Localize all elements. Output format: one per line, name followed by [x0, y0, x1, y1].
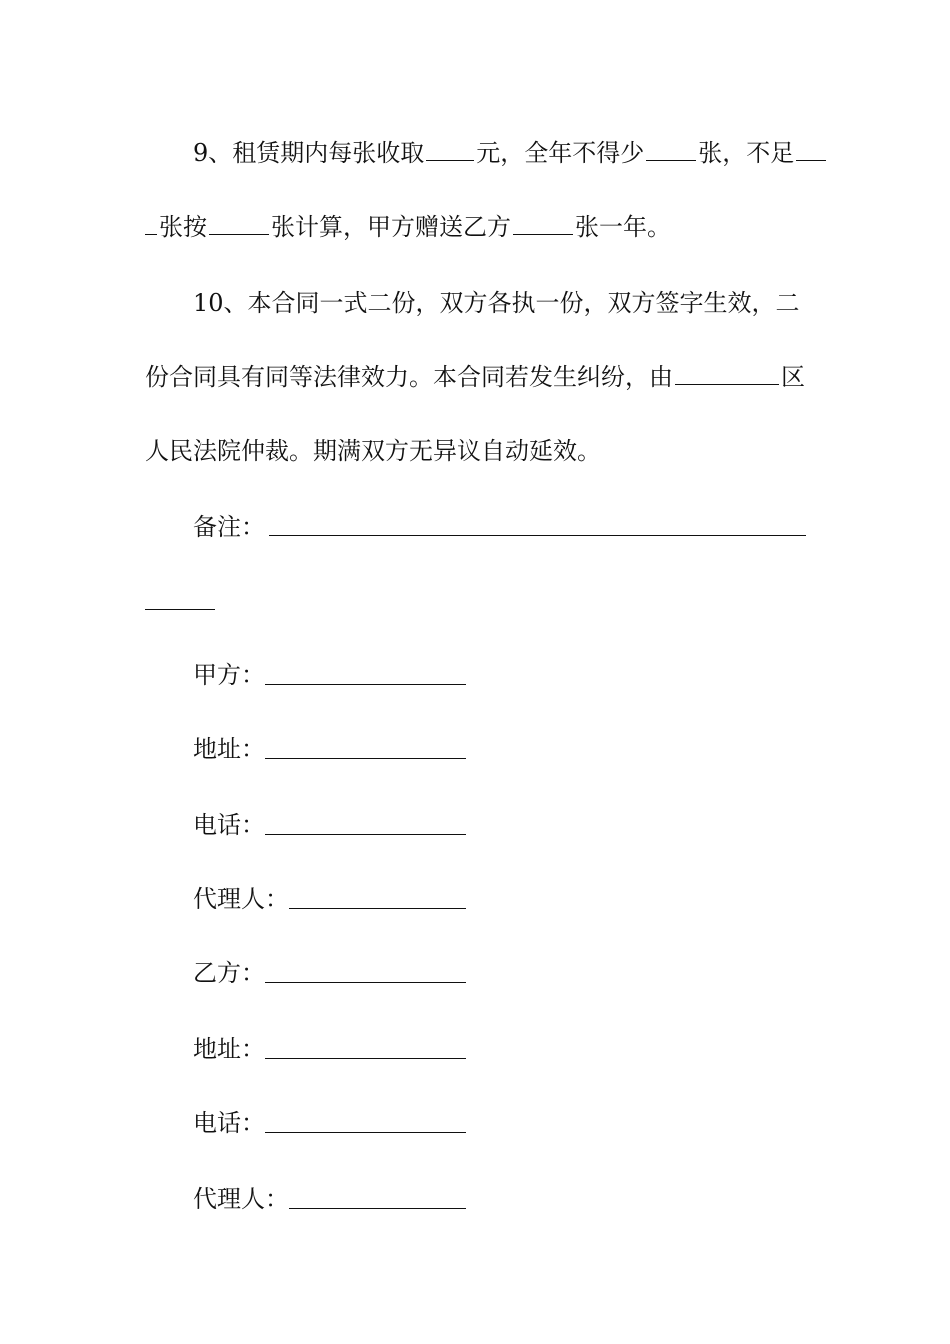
gift-count-blank[interactable] [513, 214, 573, 235]
party-b-agent-blank[interactable] [289, 1208, 466, 1209]
clause9-line2 [145, 212, 671, 242]
remark-blank-line2[interactable] [145, 609, 215, 610]
clause9-part4: 张按 [159, 213, 207, 241]
shortfall-blank[interactable] [796, 140, 826, 161]
party-a-name-blank[interactable] [265, 684, 466, 685]
party-a-phone-blank[interactable] [265, 834, 466, 835]
clause9-line1 [193, 138, 828, 168]
remark-blank-line1[interactable] [269, 535, 806, 536]
clause10-line1: 10、本合同一式二份，双方各执一份，双方签字生效，二 [193, 289, 800, 317]
price-blank[interactable] [426, 140, 474, 161]
party-a-address-label: 地址： [193, 735, 265, 763]
party-a-agent-label: 代理人： [193, 885, 289, 913]
remark-label: 备注： [193, 513, 265, 541]
district-blank[interactable] [675, 364, 779, 385]
clause9-part1: 9、租赁期内每张收取 [193, 139, 425, 167]
party-b-phone-label: 电话： [193, 1109, 265, 1137]
party-a-address-blank[interactable] [265, 758, 466, 759]
party-a-name-label: 甲方： [193, 661, 265, 689]
party-b-phone-blank[interactable] [265, 1132, 466, 1133]
calc-count-blank[interactable] [209, 214, 269, 235]
party-b-name-label: 乙方： [193, 959, 265, 987]
party-b-agent-label: 代理人： [193, 1185, 289, 1213]
party-a-agent-blank[interactable] [289, 908, 466, 909]
clause9-part6: 张一年。 [575, 213, 671, 241]
party-b-name-blank[interactable] [265, 982, 466, 983]
party-b-address-blank[interactable] [265, 1058, 466, 1059]
shortfall-blank-cont[interactable] [145, 214, 157, 235]
party-b-address-label: 地址： [193, 1035, 265, 1063]
clause9-part2: 元，全年不得少 [476, 139, 645, 167]
min-count-blank[interactable] [646, 140, 696, 161]
clause9-part3: 张，不足 [698, 139, 795, 167]
clause10-line2 [145, 362, 805, 392]
clause10-line2-a: 份合同具有同等法律效力。本合同若发生纠纷，由 [145, 363, 673, 391]
clause9-part5: 张计算，甲方赠送乙方 [271, 213, 511, 241]
clause10-line3: 人民法院仲裁。期满双方无异议自动延效。 [145, 437, 601, 465]
clause10-line2-b: 区 [781, 363, 805, 391]
party-a-phone-label: 电话： [193, 811, 265, 839]
